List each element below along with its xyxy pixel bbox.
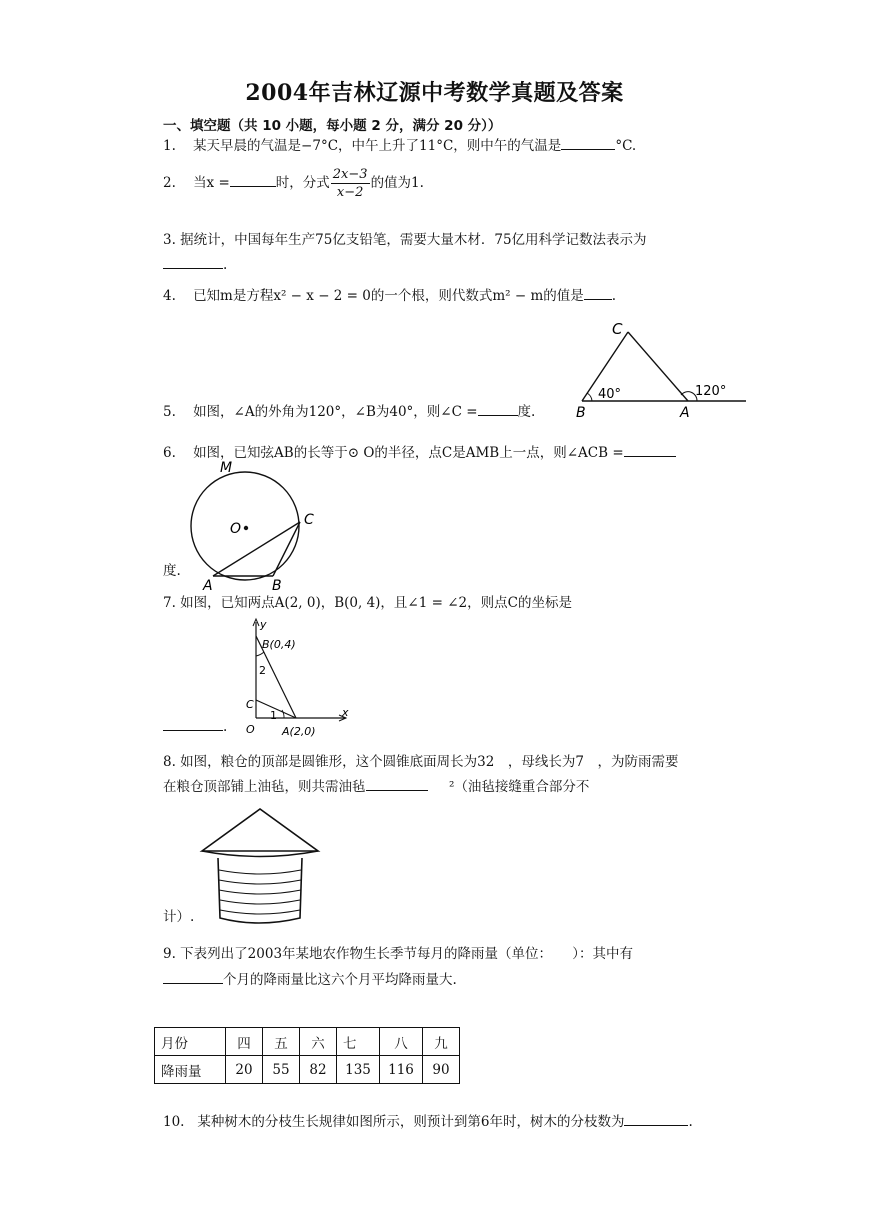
q5-text: 如图，∠A的外角为120°，∠B为40°，则∠C = (193, 404, 478, 420)
label-a: A (203, 578, 213, 594)
label-c: C (612, 320, 623, 338)
label-b: B(0,4) (262, 638, 296, 651)
q6-text: 如图，已知弦AB的长等于⊙ O的半径，点C是AMB上一点，则∠ACB = (193, 445, 624, 461)
granary-figure (196, 804, 326, 928)
table-cell: 六 (300, 1028, 337, 1056)
table-cell: 135 (337, 1056, 380, 1084)
q10-period: . (688, 1114, 693, 1130)
q2-text-b: 时，分式 (275, 175, 330, 191)
q2-text-c: 的值为1. (370, 175, 424, 191)
granary-band (219, 880, 301, 884)
label-x: x (342, 706, 349, 719)
angle-a-label: 120° (695, 384, 727, 399)
table-cell: 82 (300, 1056, 337, 1084)
granary-cone-roof (202, 809, 318, 851)
q7-blank[interactable] (163, 716, 223, 731)
question-9: 9. 下表列出了2003年某地农作物生长季节每月的降雨量（单位： ）：其中有 (163, 946, 634, 962)
question-7-answer-line (163, 716, 227, 737)
table-cell: 八 (380, 1028, 423, 1056)
q5-number: 5. (163, 404, 176, 420)
angle-2-label: 2 (259, 664, 266, 677)
q8-blank[interactable] (366, 776, 428, 791)
question-7: 7. 如图，已知两点A(2, 0)，B(0, 4)，且∠1 = ∠2，则点C的坐标是 (163, 595, 572, 611)
table-cell: 五 (263, 1028, 300, 1056)
q2-fraction (331, 166, 370, 201)
q6-unit: 度. (163, 563, 181, 579)
q1-text: 某天早晨的气温是−7°C，中午上升了11°C，则中午的气温是 (193, 138, 562, 154)
question-8-line-2 (163, 776, 589, 797)
table-row (155, 1028, 460, 1056)
circle-figure (185, 458, 325, 594)
label-a: A(2,0) (282, 725, 316, 738)
q9-text-b: 个月的降雨量比这六个月平均降雨量大. (223, 972, 457, 988)
question-10 (163, 1111, 693, 1132)
q3-period: . (223, 257, 228, 273)
table-cell: 116 (380, 1056, 423, 1084)
question-3: 3. 据统计，中国每年生产75亿支铅笔，需要大量木材．75亿用科学记数法表示为 (163, 232, 647, 248)
question-2 (163, 166, 424, 201)
rainfall-table (154, 1027, 460, 1084)
q6-blank[interactable] (624, 442, 676, 457)
angle-1-label: 1 (270, 709, 277, 722)
question-9-line-2 (163, 969, 457, 990)
q5-unit: 度. (517, 404, 536, 420)
q2-fraction-numerator: 2x−3 (332, 167, 368, 182)
question-1 (163, 135, 636, 156)
q5-blank[interactable] (478, 401, 518, 416)
q8-text-c: ²（油毡接缝重合部分不 (448, 779, 590, 795)
q1-unit: °C. (615, 138, 637, 154)
question-8: 8. 如图，粮仓的顶部是圆锥形，这个圆锥底面周长为32 ，母线长为7 ，为防雨需要 (163, 754, 679, 770)
triangle-side-ca (628, 332, 688, 401)
granary-band (219, 890, 301, 894)
q2-number: 2. (163, 175, 176, 191)
q3-blank[interactable] (163, 254, 223, 269)
granary-band (219, 870, 301, 874)
label-b: B (272, 578, 282, 594)
q4-period: . (611, 288, 617, 304)
table-cell: 90 (423, 1056, 460, 1084)
label-c: C (246, 698, 254, 711)
granary-band (220, 900, 300, 904)
q10-text: 某种树木的分枝生长规律如图所示，则预计到第6年时，树木的分枝数为 (197, 1114, 625, 1130)
table-cell: 四 (226, 1028, 263, 1056)
q4-text: 已知m是方程x² − x − 2 = 0的一个根，则代数式m² − m的值是 (193, 288, 584, 304)
angle-b-arc (587, 393, 592, 401)
roof-rim (202, 851, 318, 857)
label-y: y (260, 618, 267, 631)
q10-blank[interactable] (624, 1111, 688, 1126)
triangle-figure (570, 318, 748, 422)
q8-text-b: 在粮仓顶部铺上油毡，则共需油毡 (163, 779, 366, 795)
q2-fraction-denominator: x−2 (336, 185, 364, 200)
label-o: O (230, 521, 242, 537)
page-title: 2004年吉林辽源中考数学真题及答案 (245, 80, 624, 106)
question-4 (163, 285, 616, 306)
table-cell: 55 (263, 1056, 300, 1084)
table-cell: 20 (226, 1056, 263, 1084)
table-cell: 七 (337, 1028, 380, 1056)
question-8-line-3: 计）. (163, 909, 195, 925)
center-point (244, 526, 248, 530)
q4-number: 4. (163, 288, 176, 304)
q1-number: 1. (163, 138, 176, 154)
label-origin: O (246, 723, 255, 736)
q2-text-a: 当x = (193, 175, 230, 191)
q2-blank[interactable] (230, 172, 276, 187)
circle-o (191, 472, 299, 580)
table-cell: 九 (423, 1028, 460, 1056)
label-b: B (576, 405, 586, 421)
angle-b-label: 40° (598, 387, 622, 402)
table-row (155, 1056, 460, 1084)
label-c: C (304, 512, 314, 528)
question-3-answer-line (163, 254, 227, 275)
granary-band (220, 910, 300, 914)
granary-body (218, 858, 302, 923)
q6-number: 6. (163, 445, 176, 461)
q1-blank[interactable] (561, 135, 615, 150)
table-cell: 月份 (155, 1028, 226, 1056)
angle-1-arc (282, 710, 284, 718)
section-heading: 一、填空题（共 10 小题，每小题 2 分，满分 20 分）） (163, 118, 502, 134)
coordinate-figure (240, 614, 352, 742)
q4-blank[interactable] (584, 285, 612, 300)
q10-number: 10. (163, 1114, 185, 1130)
label-m: M (220, 460, 233, 476)
q9-blank[interactable] (163, 969, 223, 984)
question-5 (163, 401, 535, 422)
label-a: A (680, 405, 690, 421)
q7-period: . (223, 719, 228, 735)
table-cell: 降雨量 (155, 1056, 226, 1084)
angle-2-arc (256, 652, 264, 656)
